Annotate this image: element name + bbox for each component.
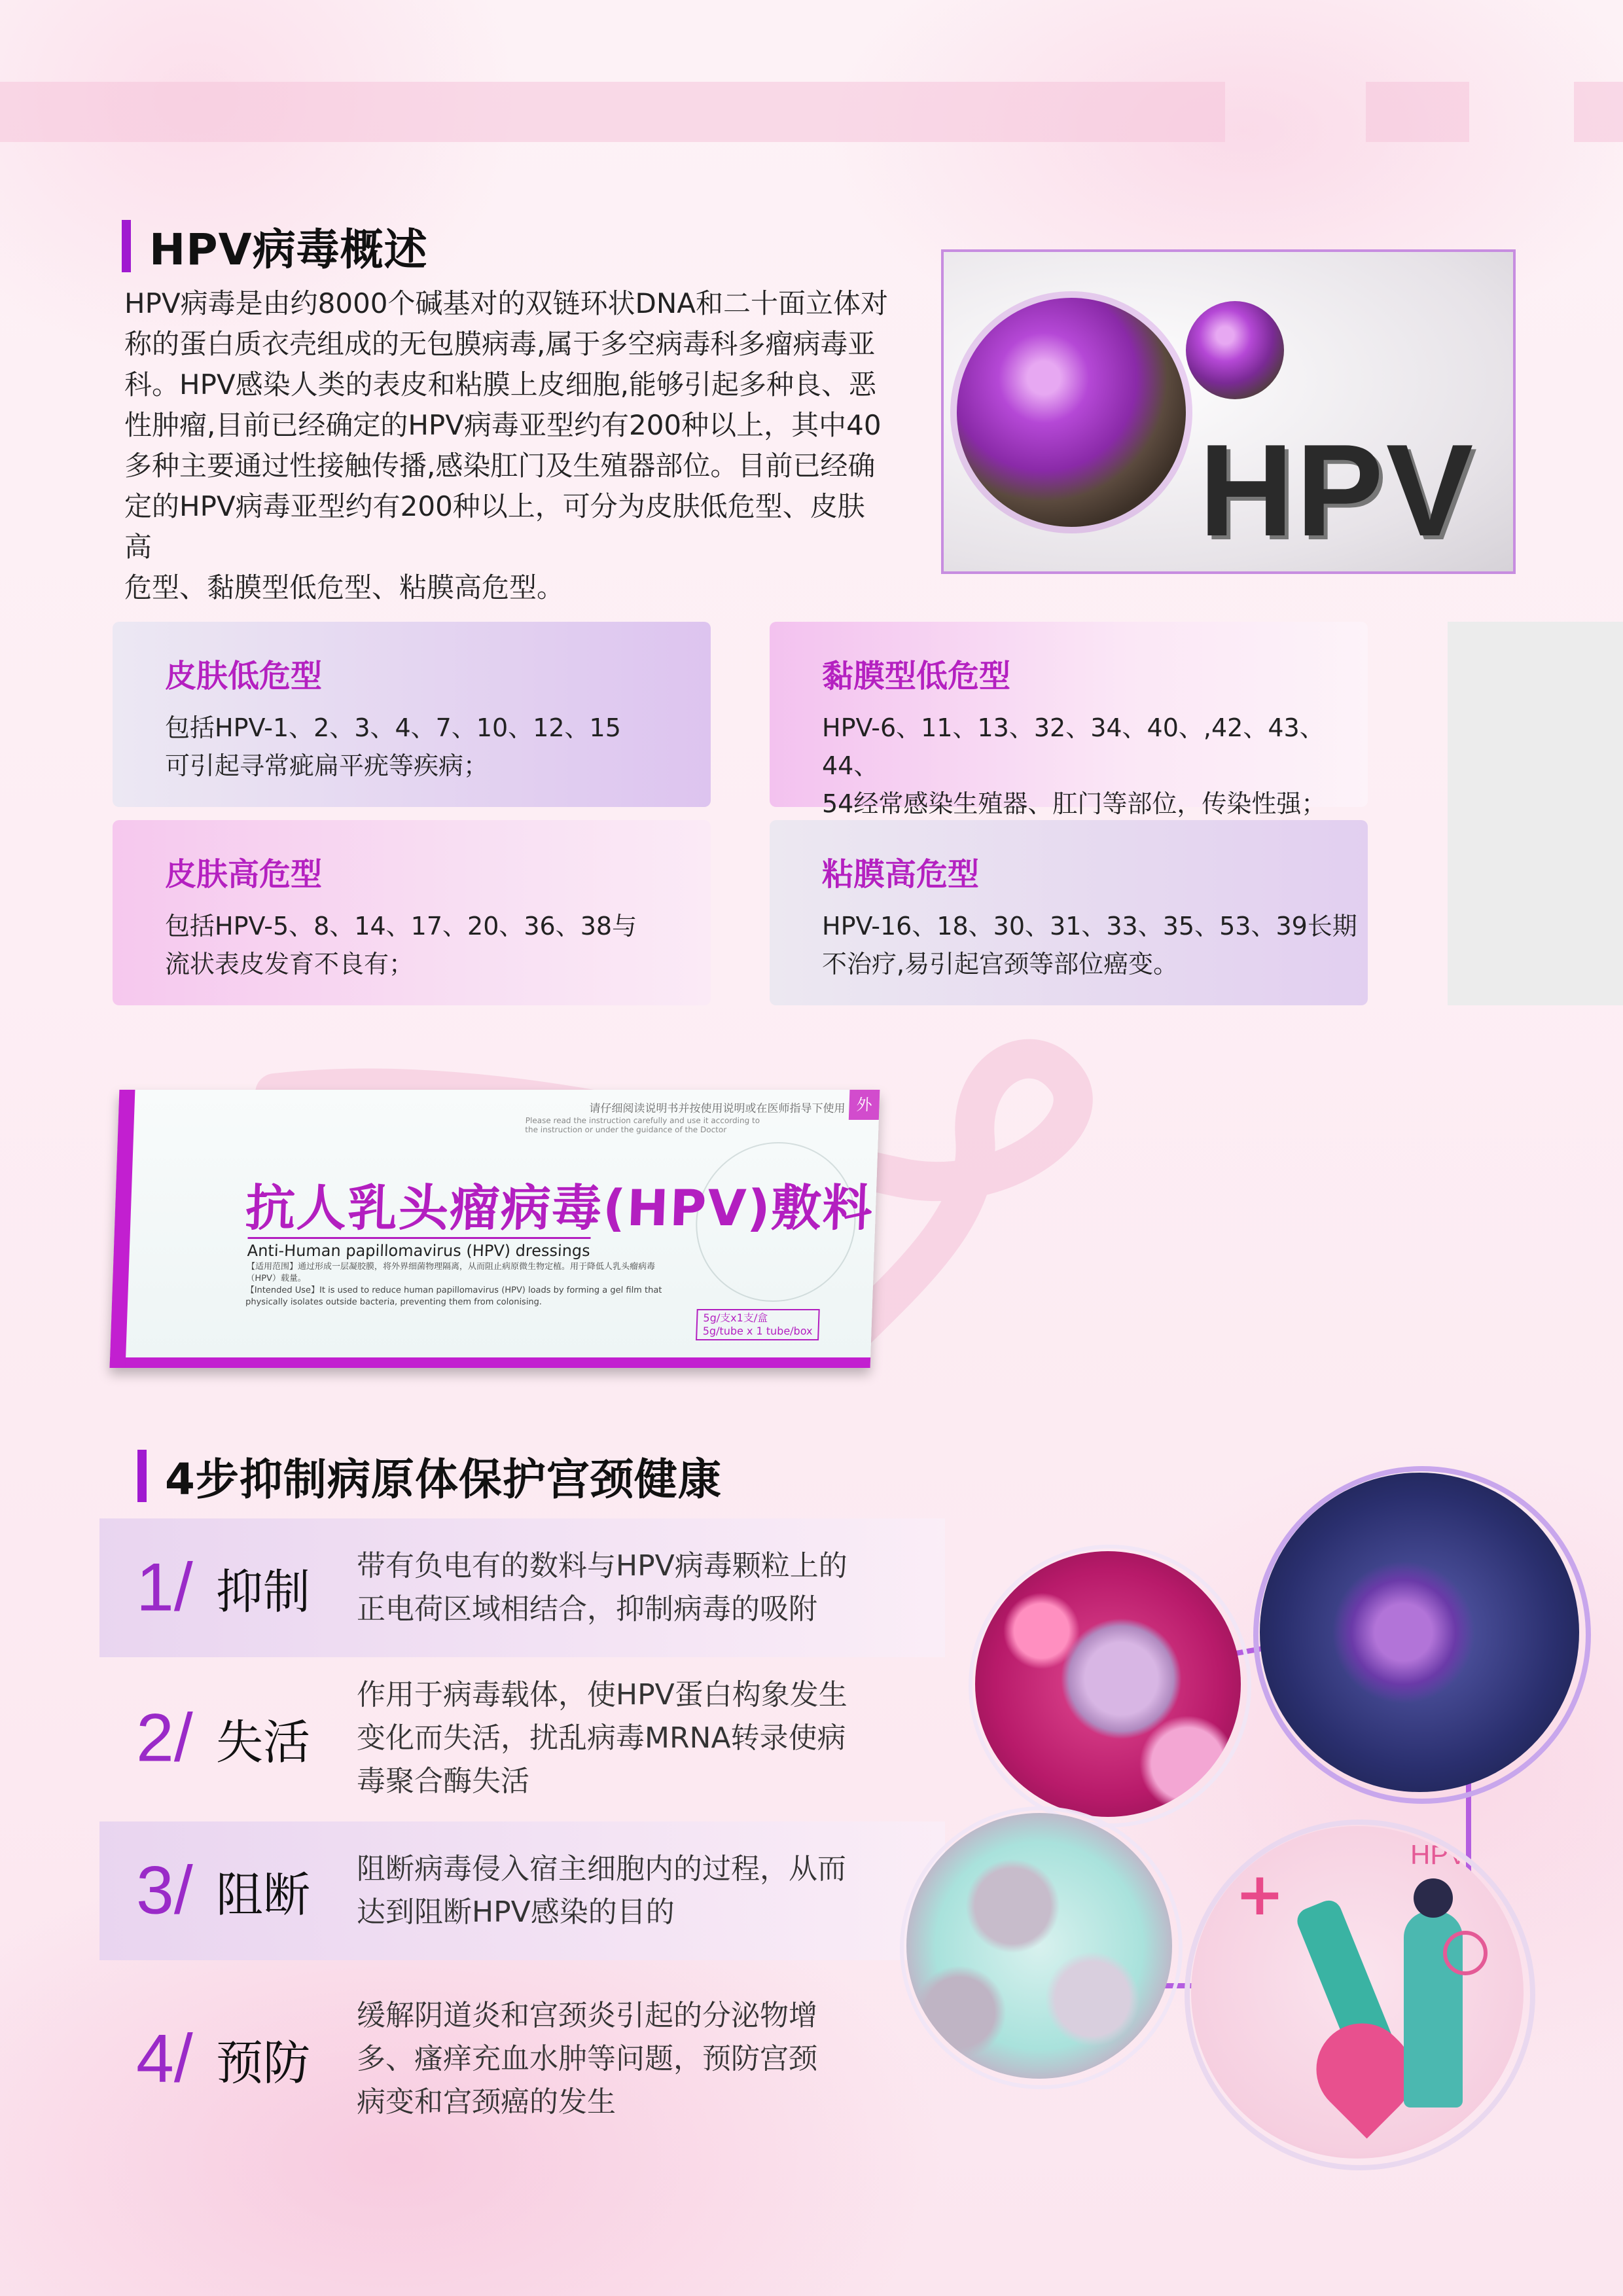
step-description [357,1545,933,1631]
step-number: 4/ [136,2020,193,2097]
top-banner-block [1366,82,1469,142]
product-spec [696,1309,819,1340]
intro-line: 性肿瘤,目前已经确定的HPV病毒亚型约有200种以上，其中40 [124,409,882,441]
intro-line: 危型、黏膜型低危型、粘膜高危型。 [124,571,565,603]
intro-title: HPV病毒概述 [149,224,428,275]
virus-small-icon [1186,301,1284,399]
step-desc-line: 达到阻断HPV感染的目的 [357,1895,675,1929]
card-line: 54经常感染生殖器、肛门等部位，传染性强； [822,789,1327,818]
step-number: 1/ [136,1549,193,1626]
card-title: 皮肤低危型 [165,658,323,694]
step-desc-line: 阻断病毒侵入宿主细胞内的过程，从而 [357,1852,846,1886]
step-desc-line: 变化而失活，扰乱病毒MRNA转录使病 [357,1721,846,1755]
type-card-skin-high [113,820,711,1005]
hpv-virus-image [941,249,1516,574]
step-desc-line: 带有负电有的数料与HPV病毒颗粒上的 [357,1549,847,1583]
step-row-1 [99,1518,945,1657]
step-description [357,1848,933,1934]
card-line: HPV-16、18、30、31、33、35、53、39长期 [822,912,1357,941]
medical-cross-icon: + [1235,1860,1285,1929]
external-use-tag: 外 [849,1090,880,1120]
product-spec-en: 5g/tube x 1 tube/box [702,1325,813,1337]
virus-large-icon [957,298,1186,527]
card-line: 可引起寻常疵扁平疣等疾病； [165,751,489,780]
card-line: HPV-6、11、13、32、34、40、,42、43、44、 [822,713,1325,780]
side-grey-panel [1448,622,1623,1005]
card-title: 皮肤高危型 [165,856,323,893]
step-number: 2/ [136,1700,193,1776]
intro-line: 称的蛋白质衣壳组成的无包膜病毒,属于多空病毒科多瘤病毒亚 [124,328,876,360]
virus-bubble-icon [1443,1931,1488,1975]
heading-accent-bar [137,1450,147,1502]
intro-line: 多种主要通过性接触传播,感染肛门及生殖器部位。目前已经确 [124,450,876,482]
intro-line: 定的HPV病毒亚型约有200种以上，可分为皮肤低危型、皮肤高 [124,490,865,563]
card-line: 包括HPV-5、8、14、17、20、36、38与 [165,912,637,941]
virus-blue-circle-image [1260,1473,1579,1792]
intro-heading [122,215,428,277]
step-desc-line: 病变和宫颈癌的发生 [357,2085,616,2119]
product-scope [245,1261,666,1308]
step-row-2 [99,1669,945,1808]
intro-paragraph [124,283,890,608]
step-desc-line: 毒聚合酶失活 [357,1765,529,1798]
steps-title: 4步抑制病原体保护宫颈健康 [165,1454,722,1505]
intro-line: 科。HPV感染人类的表皮和粘膜上皮细胞,能够引起多种良、恶 [124,368,876,401]
top-banner-bar [0,82,1225,142]
steps-heading [137,1444,722,1507]
heading-accent-bar [122,220,131,272]
type-card-mucosal-high [770,820,1368,1005]
illustration-cluster [890,1466,1623,2173]
product-notice-cn: 请仔细阅读说明书并按使用说明或在医师指导下使用 [589,1102,846,1115]
step-description [357,1994,933,2124]
step-desc-line: 多、瘙痒充血水肿等问题，预防宫颈 [357,2042,817,2075]
product-title: 抗人乳头瘤病毒(HPV)敷料 [244,1179,875,1237]
product-scope-cn: 【适用范围】通过形成一层凝胶膜，将外界细菌物理隔离，从而阻止病原微生物定植。用于降低人乳头瘤病毒（HPV）载量。 [246,1262,656,1283]
step-desc-line: 作用于病毒载体，使HPV蛋白构象发生 [357,1678,847,1712]
step-row-3 [99,1821,945,1960]
step-label: 抑制 [216,1564,311,1619]
woman-head-icon [1414,1878,1453,1918]
card-line: 流状表皮发育不良有； [165,950,414,978]
step-label: 预防 [216,2036,311,2090]
step-number: 3/ [136,1852,193,1929]
virus-cells-circle-image [906,1813,1172,2079]
virus-pink-circle-image [975,1551,1241,1817]
product-notice-en: Please read the instruction carefully and use it according to the instruction or under the guidance of the Doctor [525,1116,760,1134]
product-box-image [110,1090,880,1368]
card-title: 粘膜高危型 [822,856,980,893]
product-spec-cn: 5g/支x1支/盒 [703,1312,768,1324]
hpv-image-label: HPV [1199,418,1476,564]
step-desc-line: 缓解阴道炎和宫颈炎引起的分泌物增 [357,1999,817,2032]
step-row-4 [99,1990,945,2128]
type-card-skin-low [113,622,711,807]
card-line: 不治疗,易引起宫颈等部位癌变。 [822,950,1179,978]
step-label: 阻断 [216,1867,311,1922]
hpv-bubble-label: HPV [1410,1839,1467,1870]
product-scope-en: 【Intended Use】It is used to reduce human papillomavirus (HPV) loads by forming a gel film that physically isolates outside bacteria, preventing them from colonising. [245,1285,662,1307]
product-title-en: Anti-Human papillomavirus (HPV) dressings [247,1237,590,1260]
doctor-illustration-circle [1191,1826,1524,2159]
card-line: 包括HPV-1、2、3、4、7、10、12、15 [165,713,621,742]
top-banner-block-right [1574,82,1623,142]
step-desc-line: 正电荷区域相结合，抑制病毒的吸附 [357,1592,817,1626]
type-card-mucosal-low [770,622,1368,818]
step-label: 失活 [216,1715,311,1770]
card-title: 黏膜型低危型 [822,658,1011,694]
step-description [357,1674,933,1803]
intro-line: HPV病毒是由约8000个碱基对的双链环状DNA和二十面立体对 [124,287,889,319]
